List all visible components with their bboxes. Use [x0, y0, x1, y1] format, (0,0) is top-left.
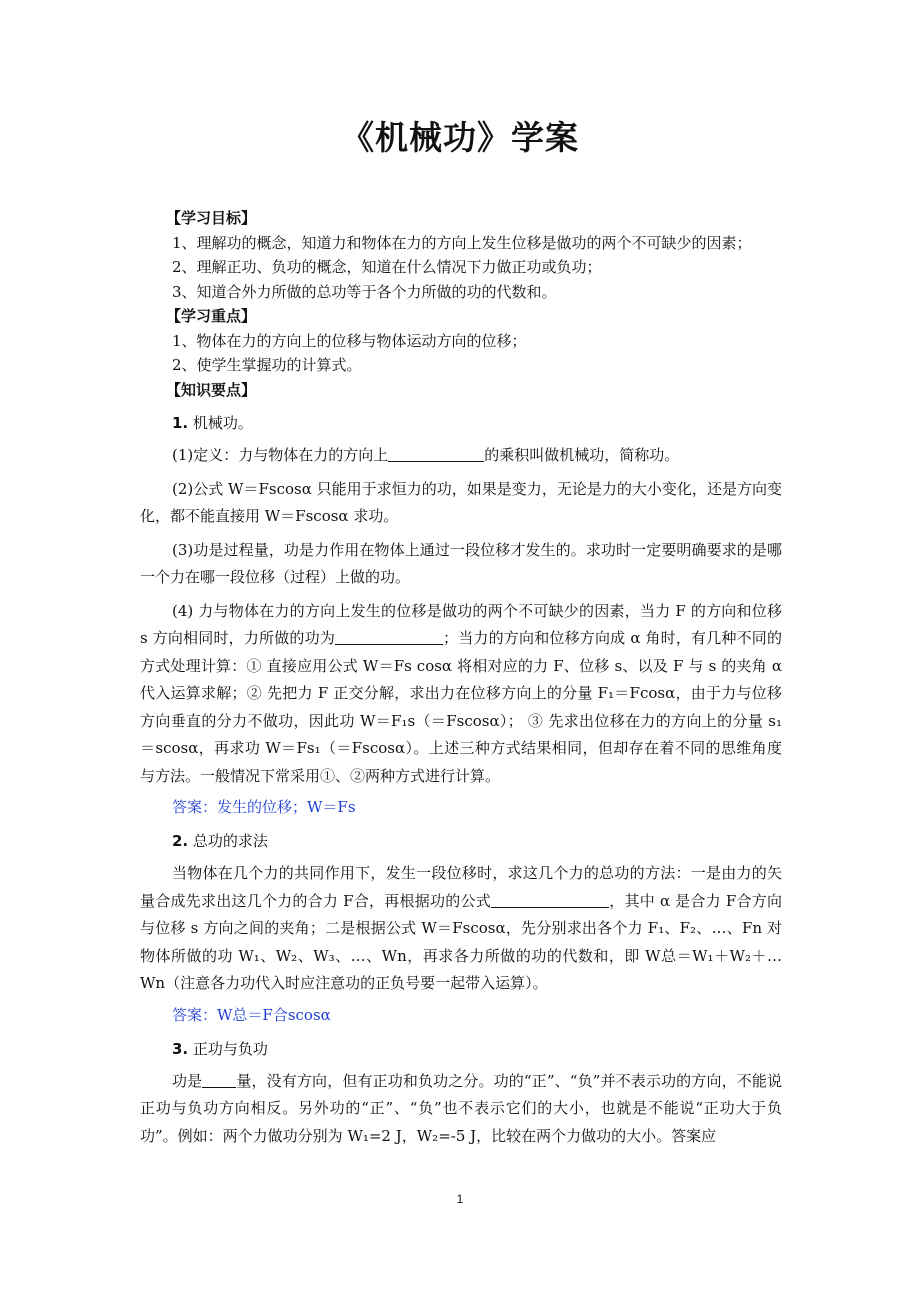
focus-heading: 【学习重点】: [166, 307, 257, 325]
points-heading: 【知识要点】: [166, 380, 257, 399]
section-1-factors: (4) 力与物体在力的方向上发生的位移是做功的两个不可缺少的因素，当力 F 的方向和位移 s 方向相同时，力所做的功为 ；当力的方向和位移方向成 α 角时，有几种不同的方式处理计算：① 直接应用公式 W＝Fs cosα 将相对应的力 F、位移 s、以及 F 与 s 的夹角 α 代入运算求解；② 先把力 F 正交分解，求出力在位移方向上的分量 F₁＝Fcosα，由于力与位移方向垂直的分力不做功，因此功 W＝F₁s（＝Fscosα）； ③ 先求出位移在力的方向上的分量 s₁＝scosα，再求功 W＝Fs₁（＝Fscosα）。上述三种方式结果相同，但却存在着不同的思维角度与方法。一般情况下常采用①、②两种方式进行计算。: [140, 601, 782, 785]
section-1-process: (3)功是过程量，功是力作用在物体上通过一段位移才发生的。求功时一定要明确要求的是哪一个力在哪一段位移（过程）上做的功。: [140, 540, 782, 586]
document-body: [140, 206, 782, 1150]
section-1-title: 1. 机械功。: [172, 414, 253, 432]
section-2-body: 当物体在几个力的共同作用下，发生一段位移时，求这几个力的总功的方法：一是由力的矢量合成先求出这几个力的合力 F合，再根据功的公式 ，其中 α 是合力 F合方向与位移 s 方向之间的夹角；二是根据公式 W＝Fscosα，先分别求出各个力 F₁、F₂、…、Fn 对物体所做的功 W₁、W₂、W₃、…、Wn，再求各力所做的功的代数和，即 W总＝W₁＋W₂＋…Wn（注意各力功代入时应注意功的正负号要一起带入运算）。: [140, 864, 782, 992]
fill-blank[interactable]: [202, 1071, 236, 1088]
section-1-formula: (2)公式 W＝Fscosα 只能用于求恒力的功，如果是变力，无论是力的大小变化，还是方向变化，都不能直接用 W＝Fscosα 求功。: [140, 479, 782, 525]
fill-blank[interactable]: [335, 628, 443, 645]
focus-item: 2、使学生掌握功的计算式。: [172, 356, 362, 374]
goals-heading: 【学习目标】: [166, 209, 257, 227]
section-1-definition: (1)定义：力与物体在力的方向上 的乘积叫做机械功，简称功。: [172, 446, 680, 464]
fill-blank[interactable]: [388, 445, 484, 462]
section-1-answer: 答案：发生的位移；W＝Fs: [172, 798, 356, 816]
fill-blank[interactable]: [491, 891, 609, 908]
section-2-title: 2. 总功的求法: [172, 832, 268, 850]
page-number: 1: [456, 1192, 464, 1206]
section-3-body: 功是 量，没有方向，但有正功和负功之分。功的“正”、“负”并不表示功的方向，不能说正功与负功方向相反。另外功的“正”、“负”也不表示它们的大小，也就是不能说“正功大于负功”。例如：两个力做功分别为 W₁=2 J，W₂=-5 J，比较在两个力做功的大小。答案应: [140, 1071, 782, 1145]
goal-item: 3、知道合外力所做的总功等于各个力所做的功的代数和。: [172, 282, 557, 301]
goal-item: 2、理解正功、负功的概念，知道在什么情况下力做正功或负功；: [172, 258, 602, 276]
page-title: 《机械功》学案: [341, 118, 579, 157]
section-2-answer: 答案：W总＝F合scosα: [172, 1005, 331, 1024]
goal-item: 1、理解功的概念，知道力和物体在力的方向上发生位移是做功的两个不可缺少的因素；: [172, 233, 752, 252]
section-3-title: 3. 正功与负功: [172, 1039, 268, 1058]
focus-item: 1、物体在力的方向上的位移与物体运动方向的位移；: [172, 331, 527, 350]
